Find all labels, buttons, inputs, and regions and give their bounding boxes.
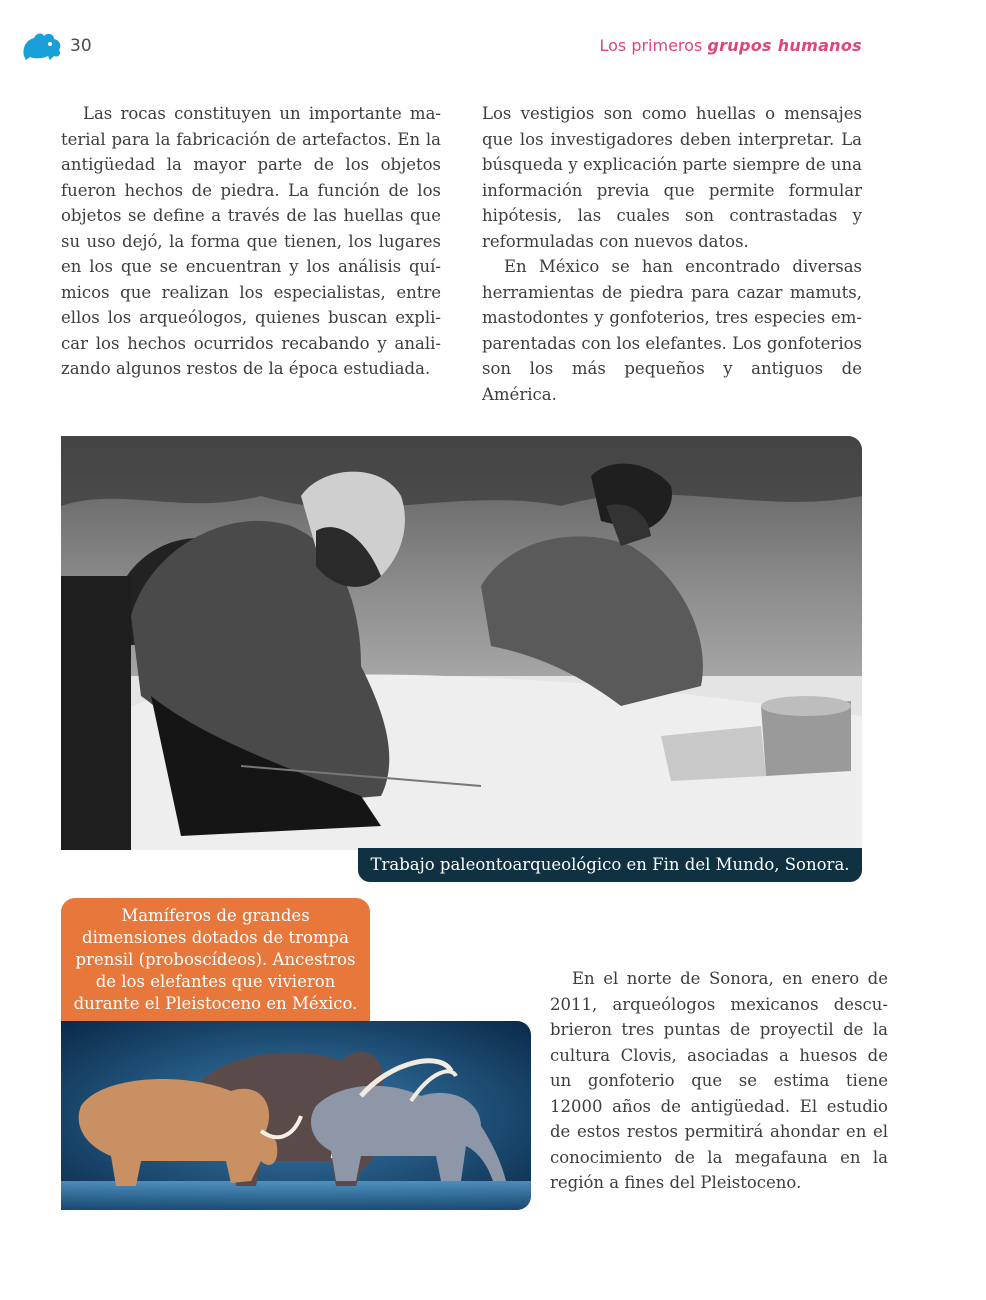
callout-line: dimensiones dotados de trompa	[82, 928, 349, 947]
callout-line: prensil (proboscídeos). Ancestros	[75, 950, 356, 969]
right-paragraph-1: Los vestigios son como huellas o mensajes que los investigadores deben interpretar. La búsqueda y explicación parte siempre de una información previa que permite formular hipótesis, las cuales son contrastadas y reformuladas con nuevos datos.	[482, 104, 862, 251]
left-paragraph: Las rocas constituyen un importante material para la fabricación de artefactos. En la antigüedad la mayor parte de los objetos fueron hechos de piedra. La función de los objetos se define a través de las huellas que su uso dejó, la forma que tienen, los lugares en los que se encuentran y los análisis químicos que realizan los especialistas, entre ellos los arqueólogos, quienes buscan explicar los hechos ocurridos recabando y analizando algunos restos de la época estudiada.	[61, 104, 441, 378]
left-text-column	[61, 101, 441, 382]
right-text-column	[482, 101, 862, 407]
proboscideans-illustration	[61, 1021, 531, 1210]
callout-line: de los elefantes que vivieron	[95, 972, 336, 991]
proboscidean-callout	[61, 898, 370, 1021]
callout-line: durante el Pleistoceno en México.	[73, 994, 358, 1013]
section-title-plain: Los primeros	[599, 36, 708, 55]
bottom-paragraph: En el norte de Sonora, en enero de 2011, arqueólogos mexicanos descubrieron tres puntas de proyectil de la cultura Clovis, asociadas a huesos de un gonfoterio que se estima tiene 12000 años de antigüedad. El estudio de estos restos permitirá ahondar en el conocimiento de la megafauna en la región a fines del Pleistoceno.	[550, 969, 888, 1192]
excavation-photo	[61, 436, 862, 850]
callout-line: Mamíferos de grandes	[121, 906, 310, 925]
photo-caption: Trabajo paleontoarqueológico en Fin del Mundo, Sonora.	[358, 848, 862, 882]
blue-creature-icon	[20, 30, 64, 62]
right-paragraph-2: En México se han encontrado diversas herramientas de piedra para cazar mamuts, mastodontes y gonfoterios, tres especies emparentadas con los elefantes. Los gonfoterios son los más pequeños y antiguos de América.	[482, 257, 862, 404]
section-title	[599, 36, 862, 55]
page-number: 30	[70, 36, 92, 56]
section-title-emphasis: grupos humanos	[707, 36, 862, 55]
bottom-text-column	[550, 966, 888, 1196]
